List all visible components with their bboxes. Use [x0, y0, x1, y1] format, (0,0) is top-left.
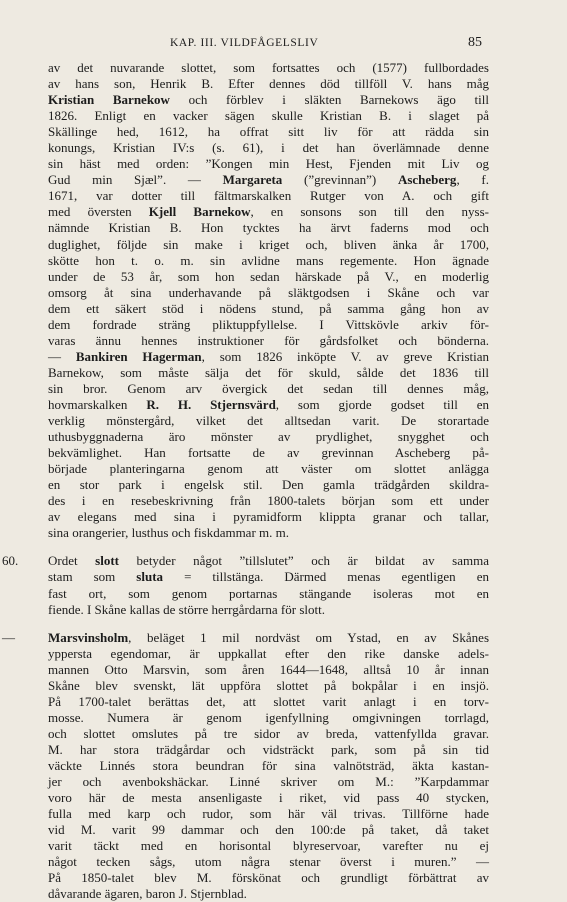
text-line: och slottet omslutes på tre sidor av breda, vattenfyllda gravar. — [48, 725, 489, 741]
text-line: med översten Kjell Barnekow, en sonsons son till den nyss- — [48, 204, 490, 220]
text-line: des i en resebeskrivning från 1800-talets början som ett under — [48, 493, 489, 509]
text-line: mannen Otto Marsvin, som åren 1644—1648, alltså 10 år innan — [48, 661, 489, 677]
text-line: fast ort, som genom portarnas stängande isoleras mot en — [48, 585, 489, 601]
entry-marker: — — [2, 629, 15, 645]
text-line: uthusbyggnaderna äro mönster av prydlighet, snygghet och — [48, 429, 489, 445]
text-line: började planteringarna genom att väster om slottet anlägga — [48, 461, 489, 477]
text-line: väckte Linnés stora beundran för sina valnötsträd, äkta kastan- — [48, 757, 489, 773]
text-line: Skåne blev svenskt, lät uppföra slottet på bokpålar i en insjö. — [48, 677, 489, 693]
text-entry — [0, 630, 567, 902]
text-line: jer och avenbokshäckar. Linné skriver om M.: ”Karpdammar — [48, 774, 489, 790]
text-line: På 1700-talet berättas det, att slottet varit anlagt i en torv- — [48, 693, 489, 709]
text-line: bekvämlighet. Han fortsatte de av grevinnan Ascheberg på- — [48, 445, 489, 461]
text-line: Kristian Barnekow och förblev i släkten Barnekows ägo till — [48, 92, 489, 108]
text-line: omsorg åt sina underhavande på släktgodsen i Skåne och var — [48, 284, 489, 300]
text-line: varas ännu hennes instruktioner för gårdsfolket och bönderna. — [48, 332, 489, 348]
running-title: KAP. III. VILDFÅGELSLIV — [170, 37, 319, 49]
text-line: av hans son, Henrik B. Efter dennes död tillföll V. hans måg — [48, 76, 489, 92]
text-line: stam som sluta = tillstänga. Därmed menas egentligen en — [48, 569, 489, 585]
text-line: 1671, var dotter till fältmarskalken Rutger von A. och gift — [48, 188, 489, 204]
text-line: yppersta egendomar, är uppkallat efter den rike danske adels- — [48, 645, 489, 661]
text-line: sin bror. Genom arv övergick det sedan till dennes måg, — [48, 380, 489, 396]
text-line: 1826. Enligt en vacker sägen skulle Kristian B. i slaget på — [48, 108, 489, 124]
text-line: fulla med karp och rudor, som här väl trivas. Tillförne hade — [48, 806, 489, 822]
text-line: sin häst med orden: ”Kongen min Hest, Fjenden mit Liv og — [48, 156, 489, 172]
bold-term: Bankiren Hagerman — [75, 348, 202, 364]
text-line: under de 53 år, som hon sedan härskade på V., en moderlig — [48, 268, 489, 284]
text-line: Skällinge hed, 1612, ha offrat sitt liv för att rädda sin — [48, 124, 489, 140]
text-line: nämnde Kristian B. Hon tycktes ha ärvt faderns mod och — [48, 220, 489, 236]
bold-term: Ascheberg — [397, 172, 457, 188]
text-line: något tecken sågs, utom några stenar överst i muren.” — — [48, 854, 489, 870]
page-body — [0, 60, 567, 902]
text-line: Gud min Sjæl”. — Margareta (”grevinnan”) Ascheberg, f. — [48, 172, 489, 188]
entry-marker: 60. — [2, 553, 19, 569]
text-line: skötte hon t. o. m. sin avlidne mans regemente. Hon ägnade — [48, 252, 489, 268]
paragraph-gap — [0, 541, 567, 553]
text-line: M. har stora trädgårdar och vidsträckt park, som på sin tid — [48, 741, 489, 757]
text-line: dem fordrade sträng pliktuppfyllelse. I Vittskövle arkiv för- — [48, 316, 489, 332]
text-line: fiende. I Skåne kallas de större herrgårdarna för slott. — [48, 601, 325, 617]
bold-term: slott — [95, 553, 119, 569]
text-line: hovmarskalken R. H. Stjernsvärd, som gjorde godset till en — [48, 396, 490, 412]
text-line: dem ett säkert stöd i nödens stund, på samma gång hon av — [48, 300, 489, 316]
page-header — [0, 36, 567, 52]
text-line: av det nuvarande slottet, som fortsattes och (1577) fullbordades — [48, 60, 489, 75]
text-entry — [0, 60, 567, 541]
text-line: — Bankiren Hagerman, som 1826 inköpte V. av greve Kristian — [48, 348, 490, 364]
text-line: voro här de mesta ansenligaste i riket, vid pass 40 stycken, — [48, 790, 489, 806]
text-line: av elegans med sina i pyramidform klippta granar och tallar, — [48, 509, 489, 525]
paragraph-gap — [0, 618, 567, 630]
text-line: Ordet slott betyder något ”tillslutet” och är bildat av samma — [48, 553, 489, 569]
text-line: Barnekow, som måste sälja det för skuld, sålde det 1836 till — [48, 364, 489, 380]
bold-term: sluta — [136, 569, 164, 585]
text-line: vid M. varit 99 dammar och den 100:de på taket, då taket — [48, 822, 489, 838]
text-line: mosse. Numera är genom igenfyllning omgivningen torrlagd, — [48, 709, 489, 725]
text-entry — [0, 553, 567, 617]
text-line: varit täckt med en horisontal blyreservoar, varefter nu ej — [48, 838, 489, 854]
text-line: Marsvinsholm, beläget 1 mil nordväst om Ystad, en av Skånes — [48, 629, 489, 645]
bold-term: Kristian Barnekow — [48, 92, 170, 108]
text-line: På 1850-talet blev M. förskönat och grundligt förbättrat av — [48, 870, 489, 886]
page-number: 85 — [468, 35, 482, 50]
bold-term: Kjell Barnekow — [148, 204, 251, 220]
text-line: sina orangerier, lusthus och fiskdammar m. m. — [48, 525, 290, 541]
text-line: konungs, Kristian IV:s (s. 61), i det han överlämnade denne — [48, 140, 489, 156]
text-line: dåvarande ägaren, baron J. Stjernblad. — [48, 886, 247, 902]
bold-term: Marsvinsholm — [48, 629, 129, 645]
text-line: verklig mönstergård, vilket det alltsedan varit. De storartade — [48, 413, 489, 429]
text-line: en stor park i engelsk stil. Den gamla trädgården skildra- — [48, 477, 489, 493]
bold-term: Margareta — [222, 172, 283, 188]
text-line: duglighet, följde sin make i kriget och, bliven änka år 1700, — [48, 236, 489, 252]
bold-term: R. H. Stjernsvärd — [146, 396, 276, 412]
